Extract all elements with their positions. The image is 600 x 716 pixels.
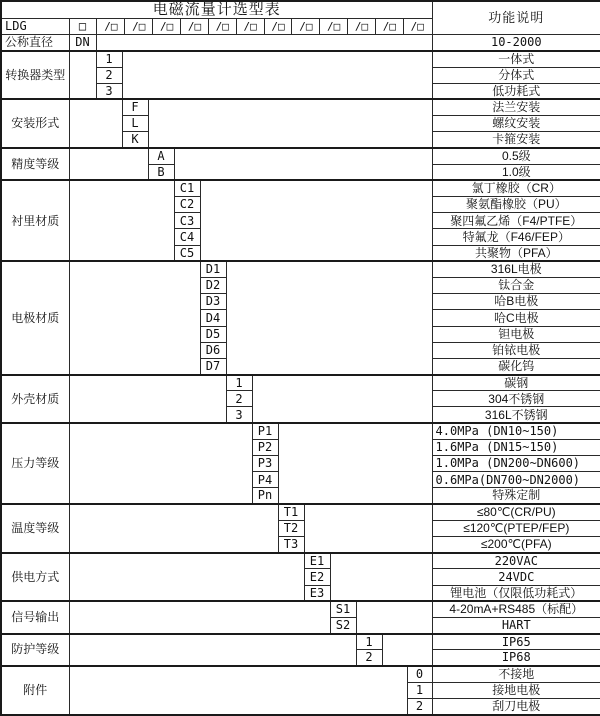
- model-slot-box: /□: [152, 19, 180, 34]
- option-code-cell: 0: [407, 666, 432, 682]
- model-slot-box: /□: [291, 19, 319, 34]
- description-cell: 刮刀电极: [432, 698, 600, 715]
- empty-cell: [69, 423, 252, 504]
- description-cell: 碳钢: [432, 375, 600, 391]
- option-code-cell: T3: [278, 536, 304, 552]
- option-code-cell: 3: [226, 407, 252, 423]
- title-row: [1, 1, 600, 18]
- description-cell: IP65: [432, 634, 600, 650]
- description-cell: 0.5级: [432, 148, 600, 164]
- option-code-cell: C3: [174, 213, 200, 229]
- description-cell: 接地电极: [432, 682, 600, 698]
- option-row: [1, 553, 600, 569]
- description-cell: 特殊定制: [432, 488, 600, 504]
- option-code-cell: Pn: [252, 488, 278, 504]
- empty-cell: [304, 504, 432, 553]
- empty-cell: [356, 601, 432, 633]
- description-cell: 304不锈钢: [432, 391, 600, 407]
- option-code-cell: 2: [96, 67, 122, 83]
- option-code-cell: C2: [174, 197, 200, 213]
- option-code-cell: D3: [200, 294, 226, 310]
- empty-cell: [69, 634, 356, 666]
- model-slot-box: /□: [347, 19, 375, 34]
- model-slot-box: /□: [375, 19, 403, 34]
- description-cell: ≤120℃(PTEP/FEP): [432, 520, 600, 536]
- description-cell: 4.0MPa (DN10~150): [432, 423, 600, 439]
- section-label: 精度等级: [1, 148, 69, 180]
- option-code-cell: C1: [174, 180, 200, 196]
- description-cell: IP68: [432, 650, 600, 666]
- description-cell: 一体式: [432, 51, 600, 67]
- empty-cell: [122, 51, 432, 100]
- section-label: 转换器类型: [1, 51, 69, 100]
- option-code-cell: 3: [96, 83, 122, 99]
- empty-cell: [69, 375, 226, 424]
- section-label: 温度等级: [1, 504, 69, 553]
- option-row: [1, 634, 600, 650]
- option-row: [1, 504, 600, 520]
- option-code-cell: A: [148, 148, 174, 164]
- description-cell: 特氟龙（F46/FEP）: [432, 229, 600, 245]
- diameter-row: [1, 35, 600, 51]
- description-cell: 分体式: [432, 67, 600, 83]
- section-label: 供电方式: [1, 553, 69, 602]
- option-code-cell: D4: [200, 310, 226, 326]
- option-code-cell: K: [122, 132, 148, 148]
- option-code-cell: S1: [330, 601, 356, 617]
- section-label: 防护等级: [1, 634, 69, 666]
- description-cell: 锂电池（仅限低功耗式）: [432, 585, 600, 601]
- option-code-cell: E3: [304, 585, 330, 601]
- model-slot-box: /□: [236, 19, 264, 34]
- diameter-label: 公称直径: [1, 35, 69, 51]
- description-cell: 不接地: [432, 666, 600, 682]
- description-cell: 钽电极: [432, 326, 600, 342]
- description-cell: 24VDC: [432, 569, 600, 585]
- option-code-cell: 1: [356, 634, 382, 650]
- section-label: 信号输出: [1, 601, 69, 633]
- description-cell: 钛合金: [432, 277, 600, 293]
- description-cell: ≤200℃(PFA): [432, 536, 600, 552]
- description-cell: 220VAC: [432, 553, 600, 569]
- option-code-cell: P2: [252, 439, 278, 455]
- option-code-cell: C5: [174, 245, 200, 261]
- description-cell: 10-2000: [432, 35, 600, 51]
- section-label: 外壳材质: [1, 375, 69, 424]
- empty-cell: [382, 634, 432, 666]
- description-cell: 螺纹安装: [432, 116, 600, 132]
- model-slot-box: /□: [104, 19, 118, 33]
- section-label: 衬里材质: [1, 180, 69, 261]
- empty-cell: [174, 148, 432, 180]
- option-row: [1, 423, 600, 439]
- option-code-cell: B: [148, 164, 174, 180]
- description-cell: 316L电极: [432, 261, 600, 277]
- option-row: [1, 666, 600, 682]
- model-slot-box: /□: [180, 19, 208, 34]
- option-code-cell: P1: [252, 423, 278, 439]
- option-code-cell: E2: [304, 569, 330, 585]
- option-code-cell: 1: [96, 51, 122, 67]
- model-slot-box: /□: [319, 19, 347, 34]
- description-cell: 碳化钨: [432, 358, 600, 374]
- description-cell: 4-20mA+RS485（标配）: [432, 601, 600, 617]
- empty-cell: [226, 261, 432, 374]
- diameter-code-cell: DN: [69, 35, 96, 51]
- option-code-cell: D6: [200, 342, 226, 358]
- empty-cell: [96, 35, 432, 51]
- option-code-cell: P4: [252, 472, 278, 488]
- model-slot-box: /□: [124, 19, 152, 34]
- empty-cell: [69, 553, 304, 602]
- model-slots: [98, 19, 431, 34]
- option-row: [1, 99, 600, 115]
- option-row: [1, 375, 600, 391]
- option-row: [1, 148, 600, 164]
- description-cell: 0.6MPa(DN700~DN2000): [432, 472, 600, 488]
- option-code-cell: D1: [200, 261, 226, 277]
- page-title: 电磁流量计选型表: [1, 1, 432, 18]
- option-code-cell: 2: [226, 391, 252, 407]
- description-cell: 氯丁橡胶（CR）: [432, 180, 600, 196]
- option-code-cell: C4: [174, 229, 200, 245]
- description-cell: 低功耗式: [432, 83, 600, 99]
- empty-cell: [69, 261, 200, 374]
- option-code-cell: S2: [330, 617, 356, 633]
- option-code-cell: 1: [407, 682, 432, 698]
- model-prefix: LDG: [1, 18, 69, 34]
- empty-cell: [69, 601, 330, 633]
- empty-cell: [69, 666, 407, 715]
- empty-cell: [69, 504, 278, 553]
- description-cell: 1.0MPa (DN200~DN600): [432, 456, 600, 472]
- option-code-cell: D7: [200, 358, 226, 374]
- option-code-cell: 1: [226, 375, 252, 391]
- model-slot-box: /□: [264, 19, 292, 34]
- option-code-cell: T2: [278, 520, 304, 536]
- option-code-cell: F: [122, 99, 148, 115]
- model-slot-box: /□: [208, 19, 236, 34]
- option-code-cell: E1: [304, 553, 330, 569]
- option-code-cell: L: [122, 116, 148, 132]
- description-cell: 共聚物（PFA）: [432, 245, 600, 261]
- description-cell: 卡箍安装: [432, 132, 600, 148]
- empty-cell: [252, 375, 432, 424]
- option-code-cell: 2: [356, 650, 382, 666]
- description-cell: 哈B电极: [432, 294, 600, 310]
- function-column-header: 功能说明: [432, 1, 600, 35]
- option-row: [1, 180, 600, 196]
- description-cell: 1.6MPa (DN15~150): [432, 439, 600, 455]
- description-cell: 聚氨酯橡胶（PU）: [432, 197, 600, 213]
- empty-cell: [69, 180, 174, 261]
- model-slot-box: /□: [403, 19, 431, 34]
- description-cell: 1.0级: [432, 164, 600, 180]
- option-code-cell: T1: [278, 504, 304, 520]
- section-label: 电极材质: [1, 261, 69, 374]
- option-code-cell: 2: [407, 698, 432, 715]
- description-cell: ≤80℃(CR/PU): [432, 504, 600, 520]
- option-row: [1, 51, 600, 67]
- option-code-cell: D5: [200, 326, 226, 342]
- empty-cell: [148, 99, 432, 148]
- option-code-cell: D2: [200, 277, 226, 293]
- model-slot-strip: [96, 18, 432, 34]
- option-code-cell: P3: [252, 456, 278, 472]
- option-row: [1, 601, 600, 617]
- section-label: 安装形式: [1, 99, 69, 148]
- description-cell: HART: [432, 617, 600, 633]
- section-label: 附件: [1, 666, 69, 715]
- option-row: [1, 261, 600, 277]
- empty-cell: [200, 180, 432, 261]
- description-cell: 哈C电极: [432, 310, 600, 326]
- description-cell: 聚四氟乙烯（F4/PTFE）: [432, 213, 600, 229]
- description-cell: 铂铱电极: [432, 342, 600, 358]
- empty-cell: [278, 423, 432, 504]
- empty-cell: [330, 553, 432, 602]
- empty-cell: [69, 99, 122, 148]
- section-label: 压力等级: [1, 423, 69, 504]
- model-first-box: □: [69, 18, 96, 34]
- empty-cell: [69, 148, 148, 180]
- description-cell: 316L不锈钢: [432, 407, 600, 423]
- description-cell: 法兰安装: [432, 99, 600, 115]
- empty-cell: [69, 51, 96, 100]
